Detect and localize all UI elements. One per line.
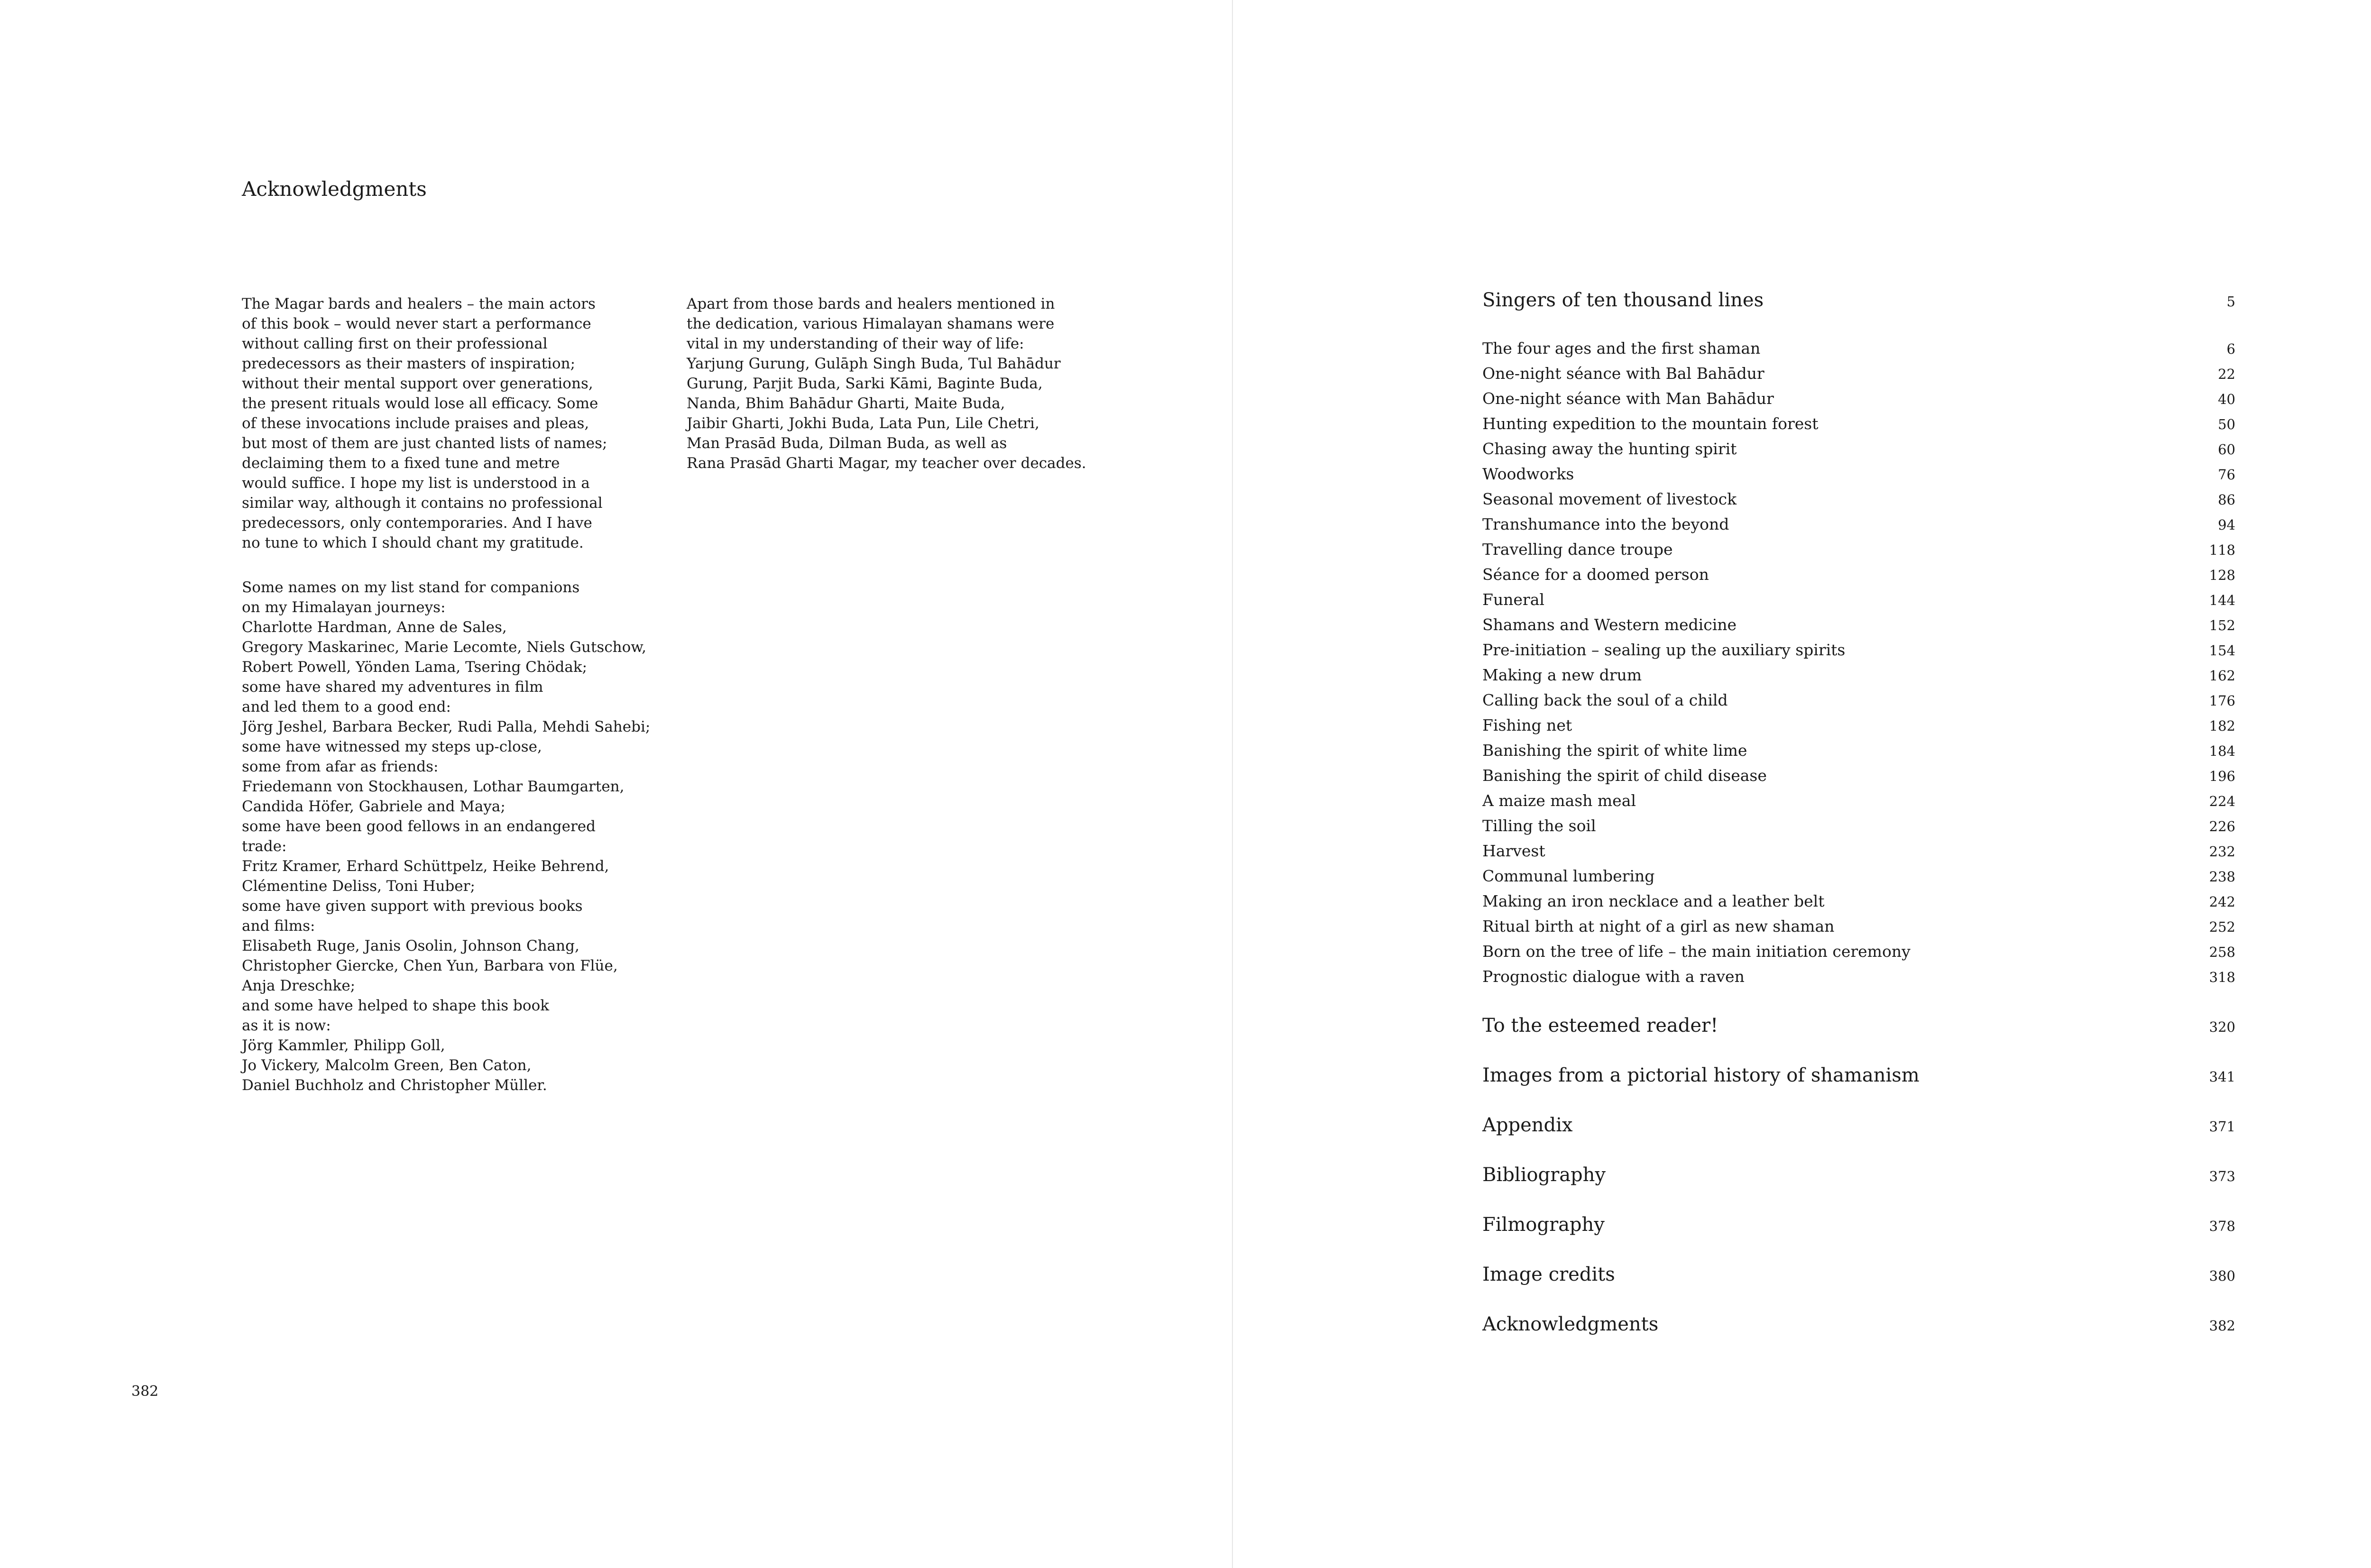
toc-entry [1482, 741, 2235, 760]
page-number: 382 [131, 1383, 159, 1400]
toc-entry-page: 5 [2226, 293, 2235, 310]
toc-entry-page: 380 [2209, 1268, 2235, 1284]
toc-entry-page: 382 [2209, 1318, 2235, 1334]
toc-entry-page: 6 [2226, 341, 2235, 357]
toc-entry [1482, 615, 2235, 634]
toc-entry-page: 252 [2209, 919, 2235, 935]
toc-entry [1482, 892, 2235, 910]
toc-entry-title: To the esteemed reader! [1482, 1015, 1719, 1036]
toc-entry-page: 176 [2209, 693, 2235, 709]
toc-entry [1482, 641, 2235, 659]
toc-entry [1482, 1313, 2235, 1335]
toc-entry-title: Appendix [1482, 1114, 1573, 1136]
toc-entry-page: 162 [2209, 668, 2235, 684]
toc-entry-page: 371 [2209, 1119, 2235, 1135]
toc-entry-title: Filmography [1482, 1214, 1605, 1236]
paragraph-gap [242, 553, 669, 578]
toc-entry-title: Prognostic dialogue with a raven [1482, 967, 1745, 986]
toc-entry-page: 76 [2218, 467, 2235, 483]
toc-entry-page: 226 [2209, 818, 2235, 834]
toc-entry-title: Séance for a doomed person [1482, 565, 1709, 584]
toc-entry [1482, 590, 2235, 609]
toc-entry [1482, 1264, 2235, 1285]
toc-entry-title: Calling back the soul of a child [1482, 691, 1728, 709]
toc-entry-title: Harvest [1482, 842, 1545, 860]
toc-entry-page: 60 [2218, 441, 2235, 458]
toc-entry-page: 184 [2209, 743, 2235, 759]
toc-entry [1482, 490, 2235, 508]
toc-entry-page: 242 [2209, 894, 2235, 910]
toc-entry [1482, 515, 2235, 533]
toc-entry-page: 22 [2218, 366, 2235, 382]
toc-entry-page: 118 [2209, 542, 2235, 558]
toc-entry-title: Woodworks [1482, 465, 1574, 483]
toc-entry-page: 232 [2209, 844, 2235, 860]
toc-entry [1482, 967, 2235, 986]
toc-entry-title: One-night séance with Man Bahādur [1482, 389, 1774, 408]
paragraph: Some names on my list stand for companions on my Himalayan journeys: Charlotte Hardman, Anne de Sales, Gregory Maskarinec, Marie Lecomte, Niels Gutschow, Robert Powell, Yönden Lama, Tsering Chödak; some have shared my adventures in film and led them to a good end: Jörg Jeshel, Barbara Becker, Rudi Palla, Mehdi Sahebi; some have witnessed my steps up-close, some from afar as friends: Friedemann von Stockhausen, Lothar Baumgarten, Candida Höfer, Gabriele and Maya; some have been good fellows in an endangered trade: Fritz Kramer, Erhard Schüttpelz, Heike Behrend, Clémentine Deliss, Toni Huber; some have given support with previous books and films: Elisabeth Ruge, Janis Osolin, Johnson Chang, Christopher Giercke, Chen Yun, Barbara von Flüe, Anja Dreschke; and some have helped to shape this book as it is now: Jörg Kammler, Philipp Goll, Jo Vickery, Malcolm Green, Ben Caton, Daniel Buchholz and Christopher Müller. [242, 579, 651, 1094]
toc-entry-title: Banishing the spirit of child disease [1482, 766, 1767, 785]
toc-entry-title: Fishing net [1482, 716, 1572, 734]
toc-entry [1482, 540, 2235, 559]
toc-entry-page: 154 [2209, 642, 2235, 659]
toc-entry-title: Making an iron necklace and a leather belt [1482, 892, 1825, 910]
toc-entry-title: Travelling dance troupe [1482, 540, 1673, 559]
toc-entry-title: Born on the tree of life – the main initiation ceremony [1482, 942, 1911, 961]
toc-entry-title: Seasonal movement of livestock [1482, 490, 1737, 508]
toc-entry [1482, 867, 2235, 885]
toc-entry-page: 94 [2218, 517, 2235, 533]
toc-entry-title: Pre-initiation – sealing up the auxiliary spirits [1482, 641, 1846, 659]
toc-entry [1482, 414, 2235, 433]
toc-entry-page: 40 [2218, 391, 2235, 407]
toc-entry [1482, 289, 2235, 311]
toc-entry-page: 258 [2209, 944, 2235, 960]
paragraph: The Magar bards and healers – the main actors of this book – would never start a performance without calling first on their professional predecessors as their masters of inspiration; without their mental support over generations, the present rituals would lose all efficacy. Some of these invocations include praises and pleas, but most of them are just chanted lists of names; declaiming them to a fixed tune and metre would suffice. I hope my list is understood in a similar way, although it contains no professional predecessors, only contemporaries. And I have no tune to which I should chant my gratitude. [242, 295, 607, 551]
toc-entry [1482, 766, 2235, 785]
toc-entry [1482, 816, 2235, 835]
toc-entry-title: Tilling the soil [1482, 816, 1596, 835]
toc-entry-page: 144 [2209, 592, 2235, 608]
paragraph: Apart from those bards and healers mentioned in the dedication, various Himalayan shamans were vital in my understanding of their way of life: Yarjung Gurung, Gulāph Singh Buda, Tul Bahādur Gurung, Parjit Buda, Sarki Kāmi, Baginte Buda, Nanda, Bhim Bahādur Gharti, Maite Buda, Jaibir Gharti, Jokhi Buda, Lata Pun, Lile Chetri, Man Prasād Buda, Dilman Buda, as well as Rana Prasād Gharti Magar, my teacher over decades. [687, 295, 1086, 472]
toc-entry-title: Shamans and Western medicine [1482, 615, 1737, 634]
page-heading: Acknowledgments [242, 177, 427, 201]
toc-entry [1482, 917, 2235, 935]
toc-entry [1482, 440, 2235, 458]
toc-entry-title: Funeral [1482, 590, 1544, 609]
toc-entry [1482, 364, 2235, 383]
toc-entry-title: Transhumance into the beyond [1482, 515, 1729, 533]
toc-entry-title: Ritual birth at night of a girl as new shaman [1482, 917, 1835, 935]
toc-entry-page: 152 [2209, 617, 2235, 633]
toc-entry [1482, 1214, 2235, 1236]
toc-entry-page: 373 [2209, 1168, 2235, 1184]
toc-entry-page: 86 [2218, 492, 2235, 508]
toc-entry-page: 128 [2209, 567, 2235, 583]
toc-entry-title: A maize mash meal [1482, 791, 1636, 810]
toc-entry [1482, 389, 2235, 408]
toc-entry [1482, 1064, 2235, 1086]
toc-entry [1482, 465, 2235, 483]
text-column-2 [687, 294, 1113, 473]
toc-entry [1482, 666, 2235, 684]
toc-entry-page: 318 [2209, 969, 2235, 985]
toc-entry [1482, 716, 2235, 734]
toc-entry-title: Hunting expedition to the mountain forest [1482, 414, 1819, 433]
toc-entry-title: One-night séance with Bal Bahādur [1482, 364, 1764, 383]
toc-entry [1482, 691, 2235, 709]
toc-entry-title: Image credits [1482, 1264, 1615, 1285]
toc-entry-title: Acknowledgments [1482, 1313, 1659, 1335]
toc-entry-page: 320 [2209, 1019, 2235, 1035]
toc-entry-title: Bibliography [1482, 1164, 1606, 1186]
toc-entry-title: Making a new drum [1482, 666, 1642, 684]
toc-entry-page: 50 [2218, 416, 2235, 432]
toc-entry [1482, 339, 2235, 358]
toc-entry-title: Chasing away the hunting spirit [1482, 440, 1737, 458]
toc-entry-title: Communal lumbering [1482, 867, 1655, 885]
toc-entry-page: 341 [2209, 1069, 2235, 1085]
toc-entry-title: The four ages and the first shaman [1482, 339, 1761, 358]
text-column-1 [242, 294, 669, 1095]
toc-entry-page: 224 [2209, 793, 2235, 809]
toc-entry [1482, 1164, 2235, 1186]
toc-entry-page: 196 [2209, 768, 2235, 784]
toc-entry [1482, 842, 2235, 860]
toc-entry [1482, 942, 2235, 961]
toc-entry-title: Images from a pictorial history of shamanism [1482, 1064, 1920, 1086]
toc-entry [1482, 565, 2235, 584]
toc-entry-page: 378 [2209, 1218, 2235, 1234]
toc-entry [1482, 1114, 2235, 1136]
toc-entry [1482, 1015, 2235, 1036]
toc-entry-title: Banishing the spirit of white lime [1482, 741, 1747, 760]
toc-entry-title: Singers of ten thousand lines [1482, 289, 1764, 311]
toc-entry-page: 182 [2209, 718, 2235, 734]
toc-entry [1482, 791, 2235, 810]
toc-entry-page: 238 [2209, 869, 2235, 885]
